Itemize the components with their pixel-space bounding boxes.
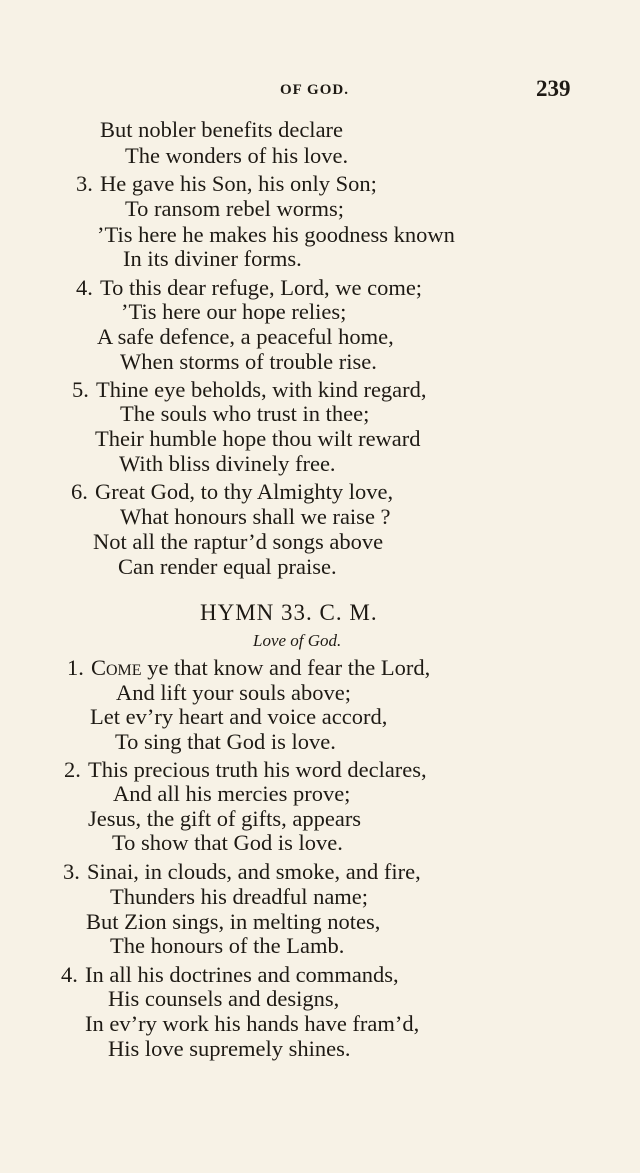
verse-line: His counsels and designs,	[108, 986, 340, 1011]
verse-line: 1. Come ye that know and fear the Lord,	[67, 655, 431, 680]
verse-line: The souls who trust in thee;	[120, 401, 370, 426]
verse-line: His love supremely shines.	[108, 1036, 351, 1061]
verse-line: What honours shall we raise ?	[120, 504, 391, 529]
stanza-number: 1.	[67, 655, 84, 680]
verse-line: 3. Sinai, in clouds, and smoke, and fire,	[63, 859, 421, 884]
verse-line: In its diviner forms.	[123, 246, 302, 271]
verse-line: The honours of the Lamb.	[110, 933, 345, 958]
verse-line: To show that God is love.	[112, 830, 343, 855]
verse-line: Can render equal praise.	[118, 554, 337, 579]
verse-line: ’Tis here our hope relies;	[121, 299, 347, 324]
verse-line: To sing that God is love.	[115, 729, 336, 754]
running-head: OF GOD.	[280, 82, 349, 98]
hymn-title: HYMN 33. C. M.	[200, 600, 378, 625]
verse-line: And all his mercies prove;	[113, 781, 351, 806]
verse-line: To ransom rebel worms;	[125, 196, 345, 221]
verse-line: Thunders his dreadful name;	[110, 884, 369, 909]
verse-line: Jesus, the gift of gifts, appears	[88, 806, 362, 831]
hymn-subtitle: Love of God.	[253, 631, 342, 650]
verse-line: But nobler benefits declare	[100, 117, 344, 142]
verse-line: 5. Thine eye beholds, with kind regard,	[72, 377, 427, 402]
page-header	[0, 76, 640, 106]
verse-line: 6. Great God, to thy Almighty love,	[71, 479, 394, 504]
verse-line: In ev’ry work his hands have fram’d,	[85, 1011, 420, 1036]
verse-line: 4. To this dear refuge, Lord, we come;	[76, 275, 423, 300]
stanza-number: 4.	[61, 962, 78, 987]
verse-line: 4. In all his doctrines and commands,	[61, 962, 399, 987]
verse-line: Not all the raptur’d songs above	[93, 529, 384, 554]
verse-line: And lift your souls above;	[116, 680, 351, 705]
verse-line: The wonders of his love.	[125, 143, 349, 168]
stanza-number: 2.	[64, 757, 81, 782]
verse-line: 3. He gave his Son, his only Son;	[76, 171, 377, 196]
stanza-number: 6.	[71, 479, 88, 504]
stanza-number: 4.	[76, 275, 93, 300]
verse-line: ’Tis here he makes his goodness known	[97, 222, 455, 247]
first-word: Come	[91, 655, 142, 680]
verse-line: With bliss divinely free.	[119, 451, 336, 476]
verse-line: Their humble hope thou wilt reward	[95, 426, 421, 451]
verse-line: A safe defence, a peaceful home,	[97, 324, 394, 349]
verse-line: 2. This precious truth his word declares,	[64, 757, 427, 782]
page-number: 239	[536, 76, 571, 101]
verse-line: But Zion sings, in melting notes,	[86, 909, 381, 934]
verse-line: When storms of trouble rise.	[120, 349, 377, 374]
verse-line: Let ev’ry heart and voice accord,	[90, 704, 388, 729]
stanza-number: 3.	[63, 859, 80, 884]
stanza-number: 3.	[76, 171, 93, 196]
stanza-number: 5.	[72, 377, 89, 402]
